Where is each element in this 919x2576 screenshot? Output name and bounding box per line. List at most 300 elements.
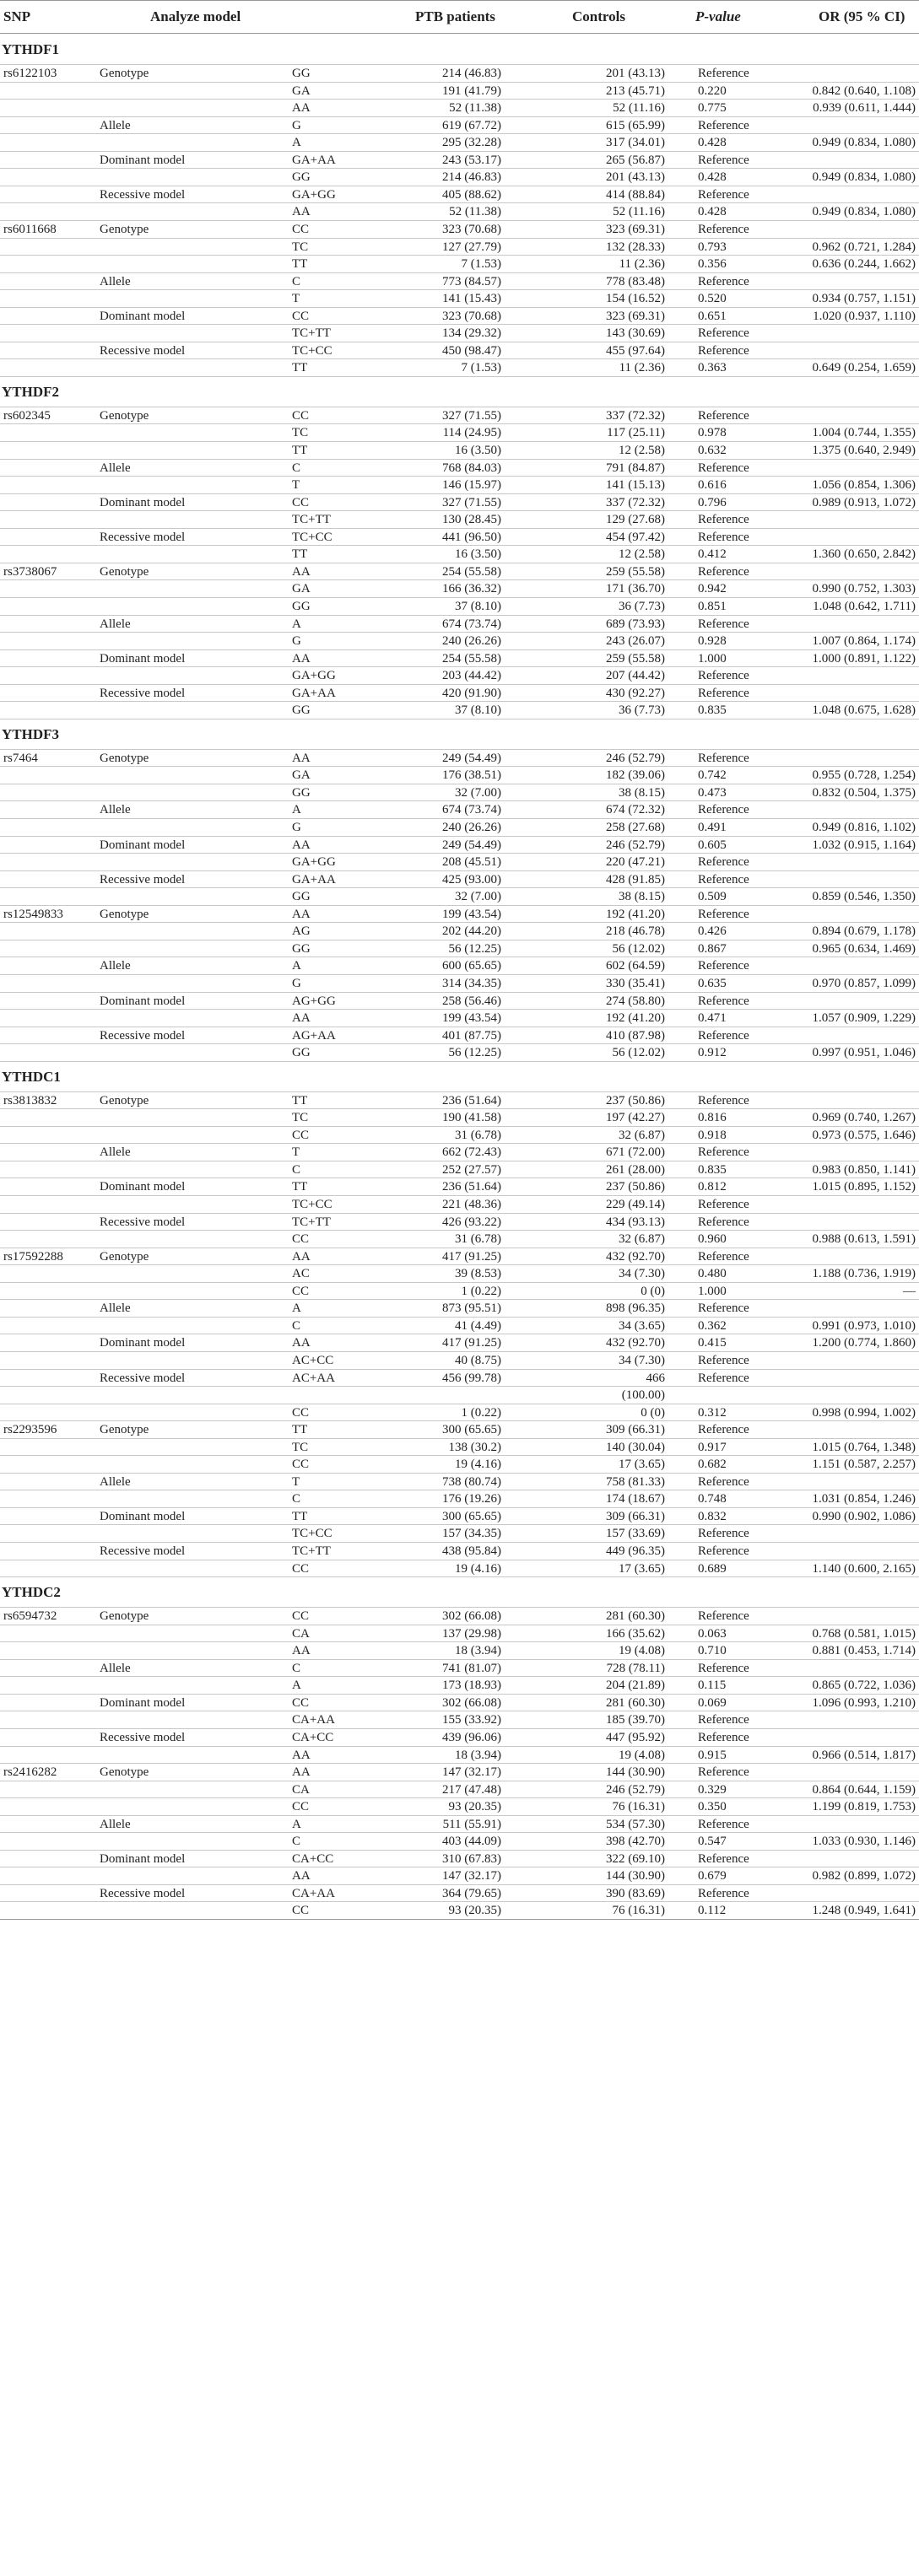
row-divider: [0, 1746, 919, 1747]
p-value: Reference: [698, 326, 749, 341]
odds-ratio: 1.248 (0.949, 1.641): [812, 1904, 916, 1918]
odds-ratio: 1.015 (0.764, 1.348): [812, 1440, 916, 1454]
ptb-count: 403 (44.09): [442, 1835, 501, 1849]
snp-id: rs3813832: [3, 1093, 57, 1107]
analyze-model: Dominant model: [100, 1180, 186, 1194]
ptb-count: 208 (45.51): [442, 855, 501, 870]
genotype: C: [292, 1318, 301, 1333]
row-divider: [0, 1386, 919, 1387]
analyze-model: Allele: [100, 1817, 131, 1831]
genotype: G: [292, 821, 301, 834]
control-count: 76 (16.31): [612, 1800, 665, 1814]
genotype: GG: [292, 67, 311, 80]
ptb-count: 300 (65.65): [442, 1509, 501, 1523]
ptb-count: 191 (41.79): [442, 84, 501, 98]
control-count: 52 (11.16): [613, 101, 665, 116]
ptb-count: 456 (99.78): [442, 1371, 501, 1385]
genotype: CC: [292, 495, 310, 509]
analyze-model: Recessive model: [100, 1215, 186, 1229]
row-divider: [0, 1264, 919, 1265]
p-value: Reference: [698, 67, 749, 80]
p-value: 0.651: [698, 309, 727, 323]
control-count: 455 (97.64): [606, 343, 665, 358]
analyze-model: Genotype: [100, 1765, 149, 1780]
odds-ratio: 0.894 (0.679, 1.178): [812, 924, 916, 939]
row-divider: [0, 1607, 919, 1608]
p-value: 0.471: [698, 1011, 727, 1026]
p-value: Reference: [698, 872, 749, 887]
control-count: 213 (45.71): [606, 84, 665, 98]
snp-id: rs12549833: [3, 907, 63, 921]
p-value: 0.363: [698, 361, 727, 375]
row-divider: [0, 528, 919, 529]
p-value: Reference: [698, 1249, 749, 1264]
analyze-model: Allele: [100, 118, 131, 132]
genotype: TC: [292, 426, 309, 440]
control-count: 143 (30.69): [606, 326, 665, 341]
row-divider: [0, 1524, 919, 1525]
analyze-model: Allele: [100, 461, 131, 475]
p-value: 0.867: [698, 941, 727, 956]
control-count: 243 (26.07): [606, 634, 665, 649]
ptb-count: 323 (70.68): [442, 309, 501, 323]
ptb-count: 450 (98.47): [442, 343, 501, 358]
p-value: Reference: [698, 855, 749, 870]
p-value: 0.635: [698, 976, 727, 990]
p-value: Reference: [698, 187, 749, 202]
genotype: TC+TT: [292, 513, 331, 527]
control-count: 17 (3.65): [619, 1458, 665, 1472]
analyze-model: Genotype: [100, 1609, 149, 1624]
ptb-count: 417 (91.25): [442, 1249, 501, 1264]
p-value: Reference: [698, 153, 749, 167]
genotype: CC: [292, 1458, 310, 1472]
control-count: 246 (52.79): [606, 751, 665, 765]
p-value: 0.796: [698, 495, 727, 509]
genotype: A: [292, 1679, 301, 1693]
ptb-count: 249 (54.49): [442, 751, 501, 765]
genotype: AA: [292, 1249, 311, 1264]
p-value: Reference: [698, 1145, 749, 1160]
control-count: 246 (52.79): [606, 1782, 665, 1797]
row-divider: [0, 905, 919, 906]
control-count: 34 (3.65): [619, 1318, 665, 1333]
row-divider: [0, 1576, 919, 1577]
ptb-count: 16 (3.50): [455, 444, 501, 457]
p-value: Reference: [698, 686, 749, 700]
ptb-count: 134 (29.32): [442, 326, 501, 341]
row-divider: [0, 597, 919, 598]
odds-ratio: 0.949 (0.834, 1.080): [812, 170, 916, 185]
control-count: 237 (50.86): [606, 1180, 665, 1194]
p-value: 0.112: [698, 1904, 727, 1918]
odds-ratio: 1.032 (0.915, 1.164): [812, 838, 916, 852]
control-count: 449 (96.35): [606, 1544, 665, 1558]
odds-ratio: 0.988 (0.613, 1.591): [812, 1232, 916, 1247]
analyze-model: Genotype: [100, 751, 149, 765]
ptb-count: 300 (65.65): [442, 1423, 501, 1437]
control-count: 32 (6.87): [619, 1128, 665, 1142]
ptb-count: 127 (27.79): [442, 240, 501, 254]
ptb-count: 438 (95.84): [442, 1544, 501, 1558]
odds-ratio: —: [903, 1284, 916, 1298]
odds-ratio: 1.004 (0.744, 1.355): [812, 426, 916, 440]
ptb-count: 19 (4.16): [455, 1561, 501, 1576]
genotype: G: [292, 976, 301, 990]
genotype: AA: [292, 1336, 311, 1350]
genotype: GG: [292, 170, 311, 185]
genotype: CA+CC: [292, 1730, 334, 1744]
control-count: 728 (78.11): [606, 1661, 665, 1675]
control-count: 447 (95.92): [606, 1730, 665, 1744]
odds-ratio: 0.990 (0.902, 1.086): [812, 1509, 916, 1523]
odds-ratio: 0.636 (0.244, 1.662): [812, 257, 916, 272]
ptb-count: 56 (12.25): [448, 1046, 501, 1060]
analyze-model: Genotype: [100, 1423, 149, 1437]
ptb-count: 18 (3.94): [455, 1748, 501, 1762]
analyze-model: Allele: [100, 1145, 131, 1160]
snp-id: rs6122103: [3, 67, 57, 80]
analyze-model: Allele: [100, 803, 131, 817]
analyze-model: Allele: [100, 274, 131, 288]
control-count: 281 (60.30): [606, 1695, 665, 1710]
snp-id: rs2416282: [3, 1765, 57, 1780]
p-value: 0.710: [698, 1644, 727, 1658]
row-divider: [0, 1797, 919, 1798]
odds-ratio: 0.989 (0.913, 1.072): [812, 495, 916, 509]
ptb-count: 741 (81.07): [442, 1661, 501, 1675]
control-count: 432 (92.70): [606, 1336, 665, 1350]
header-snp: SNP: [3, 8, 31, 24]
p-value: Reference: [698, 408, 749, 423]
header-or-ci: OR (95 % CI): [819, 8, 905, 24]
ptb-count: 310 (67.83): [442, 1851, 501, 1866]
analyze-model: Recessive model: [100, 530, 186, 544]
snp-id: rs6011668: [3, 222, 57, 236]
p-value: 0.412: [698, 547, 727, 562]
p-value: Reference: [698, 669, 749, 683]
control-count: 129 (27.68): [606, 513, 665, 527]
control-count: 434 (93.13): [606, 1215, 665, 1229]
row-divider: [0, 1728, 919, 1729]
analyze-model: Recessive model: [100, 686, 186, 700]
ptb-count: 7 (1.53): [461, 257, 501, 272]
p-value: Reference: [698, 118, 749, 132]
p-value: Reference: [698, 343, 749, 358]
ptb-count: 52 (11.38): [449, 205, 501, 219]
p-value: 0.069: [698, 1695, 727, 1710]
odds-ratio: 1.056 (0.854, 1.306): [812, 478, 916, 493]
control-count: 534 (57.30): [606, 1817, 665, 1831]
row-divider: [0, 1815, 919, 1816]
genotype: AA: [292, 651, 311, 666]
ptb-count: 199 (43.54): [442, 907, 501, 921]
genotype: AC+AA: [292, 1371, 335, 1385]
control-count: 602 (64.59): [606, 959, 665, 973]
ptb-count: 199 (43.54): [442, 1011, 501, 1026]
row-divider: [0, 1676, 919, 1677]
p-value: 0.915: [698, 1748, 727, 1762]
genotype: T: [292, 478, 300, 493]
p-value: 0.491: [698, 821, 727, 834]
ptb-count: 243 (53.17): [442, 153, 501, 167]
row-divider: [0, 579, 919, 580]
genotype: GA: [292, 84, 311, 98]
odds-ratio: 1.020 (0.937, 1.110): [813, 309, 916, 323]
genotype: A: [292, 1817, 301, 1831]
analyze-model: Recessive model: [100, 1730, 186, 1744]
odds-ratio: 0.832 (0.504, 1.375): [812, 785, 916, 800]
control-count: 246 (52.79): [606, 838, 665, 852]
control-count: 201 (43.13): [606, 67, 665, 80]
genotype: C: [292, 1661, 301, 1675]
control-count: 428 (91.85): [606, 872, 665, 887]
odds-ratio: 0.939 (0.611, 1.444): [813, 101, 916, 116]
ptb-count: 425 (93.00): [442, 872, 501, 887]
row-divider: [0, 800, 919, 801]
analyze-model: Dominant model: [100, 495, 186, 509]
odds-ratio: 0.970 (0.857, 1.099): [812, 976, 916, 990]
ptb-count: 773 (84.57): [442, 274, 501, 288]
analyze-model: Dominant model: [100, 309, 186, 323]
control-count: 36 (7.73): [619, 599, 665, 613]
control-count: 261 (28.00): [606, 1162, 665, 1177]
control-count: 52 (11.16): [613, 205, 665, 219]
genotype: AA: [292, 907, 311, 921]
p-value: 0.816: [698, 1111, 727, 1125]
odds-ratio: 1.000 (0.891, 1.122): [812, 651, 916, 666]
genotype: AA: [292, 1869, 311, 1883]
genotype: G: [292, 634, 301, 649]
control-count: 19 (4.08): [619, 1748, 665, 1762]
control-count: 414 (88.84): [606, 187, 665, 202]
genotype: CC: [292, 222, 310, 236]
control-count: 281 (60.30): [606, 1609, 665, 1624]
ptb-count: 1 (0.22): [461, 1405, 501, 1420]
ptb-count: 19 (4.16): [455, 1458, 501, 1472]
p-value: Reference: [698, 461, 749, 475]
ptb-count: 511 (55.91): [442, 1817, 501, 1831]
genotype: TC+CC: [292, 1198, 332, 1211]
ptb-count: 426 (93.22): [442, 1215, 501, 1229]
genotype: CC: [292, 309, 310, 323]
row-divider: [0, 1299, 919, 1300]
p-value: 0.632: [698, 444, 727, 457]
analyze-model: Recessive model: [100, 1371, 186, 1385]
analyze-model: Dominant model: [100, 1851, 186, 1866]
genotype: T: [292, 1474, 300, 1489]
ptb-count: 141 (15.43): [442, 292, 501, 306]
genotype: GA+GG: [292, 855, 336, 870]
ptb-count: 327 (71.55): [442, 408, 501, 423]
row-divider: [0, 272, 919, 273]
p-value: Reference: [698, 1661, 749, 1675]
control-count: 220 (47.21): [606, 855, 665, 870]
p-value: 0.356: [698, 257, 727, 272]
control-count: 265 (56.87): [606, 153, 665, 167]
genotype: AC: [292, 1267, 310, 1281]
odds-ratio: 1.360 (0.650, 2.842): [812, 547, 916, 562]
p-value: 0.616: [698, 478, 727, 493]
odds-ratio: 0.881 (0.453, 1.714): [812, 1644, 916, 1658]
p-value: 0.960: [698, 1232, 727, 1247]
control-count: 615 (65.99): [606, 118, 665, 132]
control-count: 218 (46.78): [606, 924, 665, 939]
ptb-count: 221 (48.36): [442, 1198, 501, 1211]
ptb-count: 439 (96.06): [442, 1730, 501, 1744]
ptb-count: 32 (7.00): [455, 785, 501, 800]
ptb-count: 738 (80.74): [442, 1474, 501, 1489]
control-count: 323 (69.31): [606, 309, 665, 323]
row-divider: [0, 853, 919, 854]
genotype: CC: [292, 1561, 310, 1576]
genotype: CC: [292, 1695, 310, 1710]
odds-ratio: 0.997 (0.951, 1.046): [812, 1046, 916, 1060]
p-value: Reference: [698, 1371, 749, 1385]
p-value: 0.835: [698, 1162, 727, 1177]
row-divider: [0, 459, 919, 460]
control-count: 182 (39.06): [606, 768, 665, 783]
genotype: A: [292, 1301, 301, 1316]
ptb-count: 176 (38.51): [442, 768, 501, 783]
odds-ratio: 1.057 (0.909, 1.229): [812, 1011, 916, 1026]
genotype: TT: [292, 1093, 308, 1107]
row-divider: [0, 1420, 919, 1421]
p-value: 0.520: [698, 292, 727, 306]
genotype: GA: [292, 768, 311, 783]
header-analyze-model: Analyze model: [150, 8, 241, 24]
ptb-count: 52 (11.38): [449, 101, 501, 116]
odds-ratio: 0.990 (0.752, 1.303): [812, 582, 916, 596]
ptb-count: 16 (3.50): [455, 547, 501, 562]
odds-ratio: 0.973 (0.575, 1.646): [812, 1128, 916, 1142]
control-count: 674 (72.32): [606, 803, 665, 817]
analyze-model: Genotype: [100, 222, 149, 236]
odds-ratio: 0.966 (0.514, 1.817): [812, 1748, 916, 1762]
genotype: AA: [292, 205, 311, 219]
p-value: 0.115: [698, 1679, 727, 1693]
p-value: Reference: [698, 1301, 749, 1316]
ptb-count: 41 (4.49): [455, 1318, 501, 1333]
control-count: 117 (25.11): [607, 426, 665, 440]
header-controls: Controls: [572, 8, 625, 24]
genotype: CC: [292, 1232, 310, 1247]
genotype: C: [292, 274, 301, 288]
control-count: 185 (39.70): [606, 1713, 665, 1727]
control-count: 76 (16.31): [612, 1904, 665, 1918]
control-count: 207 (44.42): [606, 669, 665, 683]
row-divider: [0, 202, 919, 203]
odds-ratio: 1.199 (0.819, 1.753): [812, 1800, 916, 1814]
gene-heading: YTHDF2: [2, 383, 59, 400]
genotype: TT: [292, 1423, 308, 1437]
row-divider: [0, 1542, 919, 1543]
ptb-count: 190 (41.58): [442, 1111, 501, 1125]
ptb-count: 302 (66.08): [442, 1695, 501, 1710]
row-divider: [0, 1091, 919, 1092]
ptb-count: 166 (36.32): [442, 582, 501, 596]
control-count: 689 (73.93): [606, 617, 665, 631]
analyze-model: Dominant model: [100, 994, 186, 1008]
ptb-count: 405 (88.62): [442, 187, 501, 202]
odds-ratio: 0.842 (0.640, 1.108): [812, 84, 916, 98]
genotype: AG+GG: [292, 994, 336, 1008]
row-divider: [0, 1850, 919, 1851]
analyze-model: Dominant model: [100, 651, 186, 666]
control-count: 323 (69.31): [606, 222, 665, 236]
control-count: 398 (42.70): [606, 1835, 665, 1849]
control-count: 141 (15.13): [606, 478, 665, 493]
odds-ratio: 0.949 (0.834, 1.080): [812, 136, 916, 150]
control-count: 390 (83.69): [606, 1886, 665, 1900]
ptb-count: 674 (73.74): [442, 803, 501, 817]
row-divider: [0, 1061, 919, 1062]
p-value: Reference: [698, 907, 749, 921]
control-count: 337 (72.32): [606, 495, 665, 509]
p-value: Reference: [698, 1474, 749, 1489]
odds-ratio: 0.934 (0.757, 1.151): [812, 292, 916, 306]
odds-ratio: 0.969 (0.740, 1.267): [812, 1111, 916, 1125]
ptb-count: 114 (24.95): [442, 426, 501, 440]
row-divider: [0, 1659, 919, 1660]
p-value: 0.428: [698, 136, 727, 150]
analyze-model: Recessive model: [100, 1028, 186, 1043]
ptb-count: 146 (15.97): [442, 478, 501, 493]
genotype: TT: [292, 547, 308, 562]
row-divider: [0, 1473, 919, 1474]
control-count: 56 (12.02): [612, 941, 665, 956]
odds-ratio: 0.998 (0.994, 1.002): [812, 1405, 916, 1420]
ptb-count: 56 (12.25): [448, 941, 501, 956]
p-value: 0.428: [698, 205, 727, 219]
control-count: 337 (72.32): [606, 408, 665, 423]
p-value: Reference: [698, 530, 749, 544]
control-count: 140 (30.04): [606, 1440, 665, 1454]
control-count: 154 (16.52): [606, 292, 665, 306]
ptb-count: 32 (7.00): [455, 890, 501, 904]
ptb-count: 93 (20.35): [448, 1800, 501, 1814]
genotype: TC+TT: [292, 1215, 331, 1229]
ptb-count: 600 (65.65): [442, 959, 501, 973]
p-value: Reference: [698, 751, 749, 765]
p-value: 1.000: [698, 1284, 727, 1298]
row-divider: [0, 615, 919, 616]
control-count: 38 (8.15): [619, 785, 665, 800]
p-value: 0.415: [698, 1336, 727, 1350]
genotype: TT: [292, 444, 308, 457]
control-count: 56 (12.02): [612, 1046, 665, 1060]
odds-ratio: 0.865 (0.722, 1.036): [812, 1679, 916, 1693]
ptb-count: 295 (32.28): [442, 136, 501, 150]
control-count: 11 (2.36): [619, 361, 665, 375]
p-value: Reference: [698, 617, 749, 631]
genotype: TC+TT: [292, 1544, 331, 1558]
ptb-count: 768 (84.03): [442, 461, 501, 475]
genotype: CC: [292, 1800, 310, 1814]
control-count: 36 (7.73): [619, 703, 665, 718]
p-value: 0.679: [698, 1869, 727, 1883]
p-value: Reference: [698, 222, 749, 236]
genotype: AA: [292, 751, 311, 765]
control-count: 201 (43.13): [606, 170, 665, 185]
analyze-model: Dominant model: [100, 838, 186, 852]
control-count: 778 (83.48): [606, 274, 665, 288]
control-count: 454 (97.42): [606, 530, 665, 544]
ptb-count: 147 (32.17): [442, 1869, 501, 1883]
ptb-count: 254 (55.58): [442, 564, 501, 579]
control-count: 171 (36.70): [606, 582, 665, 596]
control-count: 229 (49.14): [606, 1198, 665, 1211]
